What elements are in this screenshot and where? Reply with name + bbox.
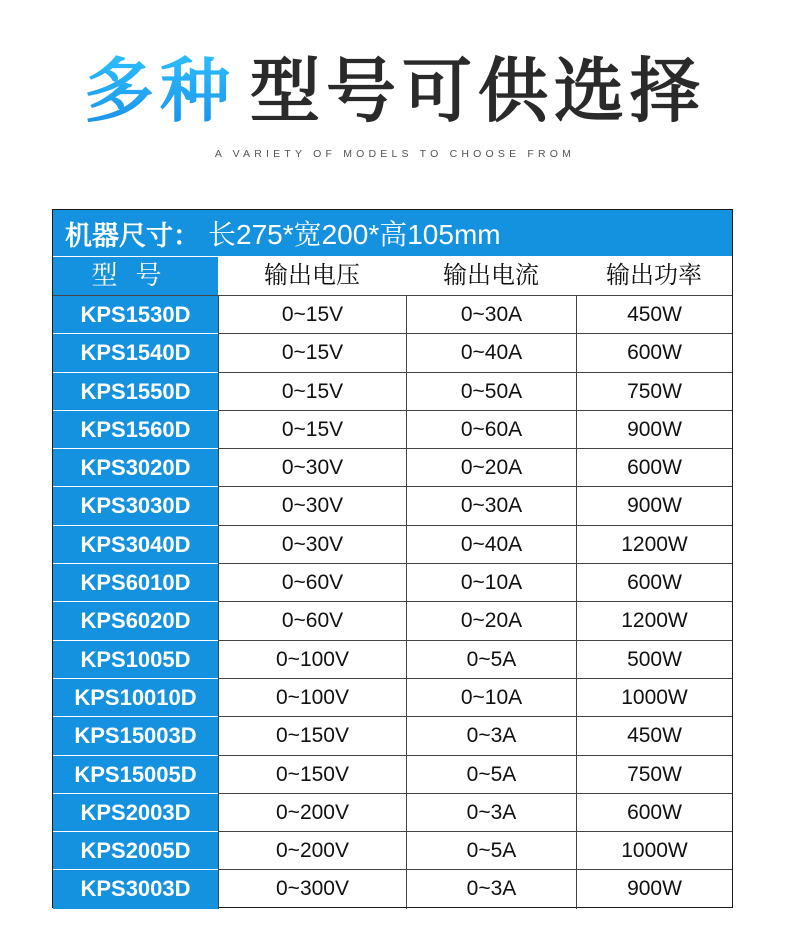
voltage-cell: 0~30V — [218, 487, 406, 524]
current-cell: 0~10A — [406, 564, 576, 601]
model-cell: KPS15005D — [53, 756, 218, 794]
table-row — [53, 334, 732, 372]
model-cell: KPS15003D — [53, 717, 218, 755]
current-cell: 0~3A — [406, 870, 576, 908]
models-table — [52, 209, 733, 908]
voltage-cell: 0~15V — [218, 373, 406, 410]
model-cell: KPS2005D — [53, 832, 218, 870]
voltage-cell: 0~15V — [218, 411, 406, 448]
page-title — [0, 48, 790, 134]
table-row — [53, 602, 732, 640]
voltage-cell: 0~150V — [218, 717, 406, 754]
voltage-cell: 0~200V — [218, 794, 406, 831]
page-subtitle: A VARIETY OF MODELS TO CHOOSE FROM — [214, 148, 576, 160]
current-cell: 0~30A — [406, 487, 576, 524]
power-cell: 1200W — [576, 526, 732, 563]
power-cell: 600W — [576, 449, 732, 486]
voltage-cell: 0~60V — [218, 564, 406, 601]
dimensions-value: 长275*宽200*高105mm — [208, 219, 501, 250]
power-cell: 900W — [576, 870, 732, 908]
voltage-cell: 0~100V — [218, 641, 406, 678]
model-cell: KPS3020D — [53, 449, 218, 487]
power-cell: 750W — [576, 756, 732, 793]
table-row — [53, 564, 732, 602]
table-row — [53, 794, 732, 832]
power-cell: 900W — [576, 411, 732, 448]
table-row — [53, 679, 732, 717]
current-cell: 0~3A — [406, 717, 576, 754]
voltage-cell: 0~15V — [218, 334, 406, 371]
power-cell: 750W — [576, 373, 732, 410]
current-cell: 0~40A — [406, 526, 576, 563]
table-row — [53, 296, 732, 334]
current-cell: 0~5A — [406, 832, 576, 869]
model-cell: KPS2003D — [53, 794, 218, 832]
dimensions-label: 机器尺寸： — [65, 220, 200, 252]
model-cell: KPS1560D — [53, 411, 218, 449]
current-cell: 0~20A — [406, 449, 576, 486]
current-cell: 0~5A — [406, 756, 576, 793]
table-row — [53, 717, 732, 755]
model-cell: KPS1540D — [53, 334, 218, 372]
current-cell: 0~60A — [406, 411, 576, 448]
header-power: 输出功率 — [606, 261, 702, 289]
table-row — [53, 832, 732, 870]
header-current: 输出电流 — [443, 261, 539, 289]
current-cell: 0~5A — [406, 641, 576, 678]
power-cell: 600W — [576, 334, 732, 371]
header-voltage: 输出电压 — [264, 261, 360, 289]
power-cell: 600W — [576, 794, 732, 831]
power-cell: 500W — [576, 641, 732, 678]
table-row — [53, 487, 732, 525]
voltage-cell: 0~60V — [218, 602, 406, 639]
table-row — [53, 870, 732, 908]
power-cell: 450W — [576, 296, 732, 333]
table-row — [53, 373, 732, 411]
power-cell: 1000W — [576, 832, 732, 869]
voltage-cell: 0~100V — [218, 679, 406, 716]
table-header — [53, 256, 732, 296]
power-cell: 900W — [576, 487, 732, 524]
table-row — [53, 756, 732, 794]
model-cell: KPS1530D — [53, 296, 218, 334]
power-cell: 450W — [576, 717, 732, 754]
current-cell: 0~50A — [406, 373, 576, 410]
voltage-cell: 0~150V — [218, 756, 406, 793]
power-cell: 1000W — [576, 679, 732, 716]
model-cell: KPS6010D — [53, 564, 218, 602]
voltage-cell: 0~15V — [218, 296, 406, 333]
voltage-cell: 0~200V — [218, 832, 406, 869]
model-cell: KPS6020D — [53, 602, 218, 640]
current-cell: 0~30A — [406, 296, 576, 333]
table-body — [53, 296, 732, 909]
model-cell: KPS3040D — [53, 526, 218, 564]
header-model: 型号 — [53, 256, 218, 295]
model-cell: KPS1550D — [53, 373, 218, 411]
table-row — [53, 641, 732, 679]
model-cell: KPS10010D — [53, 679, 218, 717]
table-row — [53, 449, 732, 487]
current-cell: 0~40A — [406, 334, 576, 371]
power-cell: 1200W — [576, 602, 732, 639]
current-cell: 0~20A — [406, 602, 576, 639]
model-cell: KPS3003D — [53, 870, 218, 909]
model-cell: KPS1005D — [53, 641, 218, 679]
power-cell: 600W — [576, 564, 732, 601]
current-cell: 0~3A — [406, 794, 576, 831]
model-cell: KPS3030D — [53, 487, 218, 525]
dimensions-bar — [53, 210, 732, 256]
title-rest: 型号可供选择 — [250, 50, 706, 132]
voltage-cell: 0~300V — [218, 870, 406, 908]
table-row — [53, 411, 732, 449]
title-highlight: 多种 — [84, 50, 236, 132]
voltage-cell: 0~30V — [218, 526, 406, 563]
table-row — [53, 526, 732, 564]
voltage-cell: 0~30V — [218, 449, 406, 486]
current-cell: 0~10A — [406, 679, 576, 716]
